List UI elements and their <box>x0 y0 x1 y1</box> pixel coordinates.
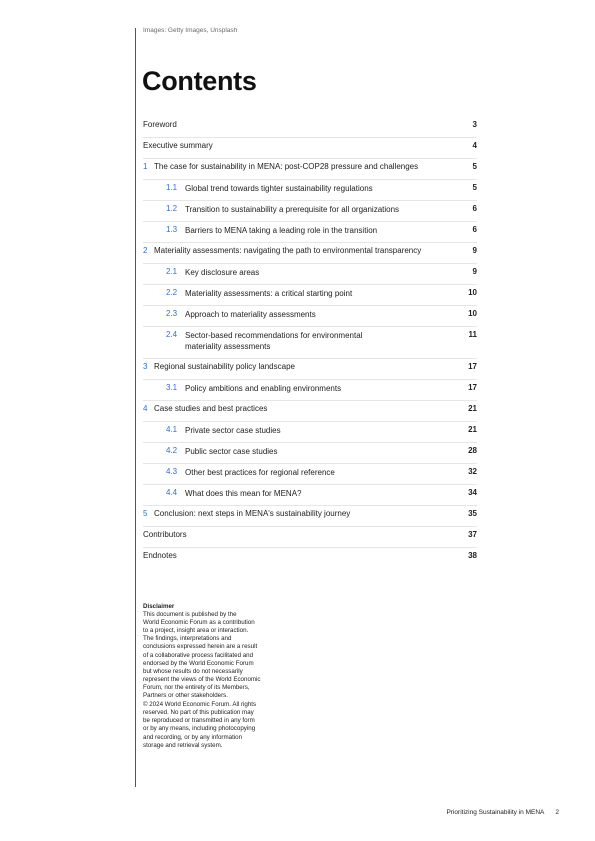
toc-entry-label: Sector-based recommendations for environmental materiality assessments <box>185 331 363 351</box>
toc-entry-number: 2.4 <box>166 330 178 339</box>
toc-entry[interactable] <box>143 284 477 305</box>
toc-entry-page-number: 38 <box>468 551 477 560</box>
toc-entry[interactable] <box>143 221 477 242</box>
toc-entry-label: Materiality assessments: a critical starting point <box>185 289 353 298</box>
toc-entry-number: 1 <box>143 162 148 171</box>
toc-entry-number: 4.3 <box>166 467 178 476</box>
toc-entry-number: 4.4 <box>166 488 178 497</box>
toc-entry-number: 2 <box>143 246 148 255</box>
toc-entry-number: 5 <box>143 509 148 518</box>
copyright-notice: © 2024 World Economic Forum. All rights reserved. No part of this publication may be reproduced or transmitted in any form or by any means, including photocopying and recording, or by any information storage and retrieval system. <box>143 701 257 749</box>
toc-entry[interactable] <box>143 117 477 137</box>
toc-entry-page-number: 17 <box>468 362 477 371</box>
toc-entry-page-number: 21 <box>468 425 477 434</box>
toc-entry-page-number: 35 <box>468 509 477 518</box>
toc-entry-number: 4.2 <box>166 446 178 455</box>
disclaimer-heading: Disclaimer <box>143 603 175 610</box>
toc-entry[interactable] <box>143 326 477 358</box>
toc-entry-label: Other best practices for regional reference <box>185 468 335 477</box>
toc-entry-page-number: 32 <box>468 467 477 476</box>
toc-entry-number: 1.2 <box>166 204 178 213</box>
toc-entry-number: 3.1 <box>166 383 178 392</box>
toc-entry-page-number: 21 <box>468 404 477 413</box>
toc-entry-page-number: 34 <box>468 488 477 497</box>
toc-entry-page-number: 11 <box>468 330 477 339</box>
toc-entry-label: Public sector case studies <box>185 447 278 456</box>
toc-entry-label: Transition to sustainability a prerequisite for all organizations <box>185 205 400 214</box>
toc-entry-page-number: 5 <box>472 162 477 171</box>
toc-entry[interactable] <box>143 379 477 400</box>
page-footer <box>446 809 559 816</box>
page-title: Contents <box>142 66 257 96</box>
toc-entry[interactable] <box>143 179 477 200</box>
toc-entry-page-number: 10 <box>468 309 477 318</box>
toc-entry-label: Global trend towards tighter sustainability regulations <box>185 184 373 193</box>
toc-entry-page-number: 9 <box>472 267 477 276</box>
toc-entry-label: Barriers to MENA taking a leading role in the transition <box>185 226 378 235</box>
image-credit: Images: Getty Images, Unsplash <box>143 27 238 34</box>
toc-entry-label: What does this mean for MENA? <box>185 489 302 498</box>
toc-entry-page-number: 6 <box>472 204 477 213</box>
toc-entry-page-number: 28 <box>468 446 477 455</box>
toc-entry-number: 1.1 <box>166 183 178 192</box>
toc-entry[interactable] <box>143 421 477 442</box>
toc-entry-label: Private sector case studies <box>185 426 281 435</box>
toc-entry-number: 4.1 <box>166 425 178 434</box>
toc-entry[interactable] <box>143 137 477 158</box>
footer-page-number: 2 <box>555 809 559 816</box>
toc-entry[interactable] <box>143 484 477 505</box>
toc-entry[interactable] <box>143 263 477 284</box>
toc-entry-number: 4 <box>143 404 148 413</box>
toc-entry[interactable] <box>143 358 477 379</box>
toc-entry-page-number: 9 <box>472 246 477 255</box>
toc-entry-page-number: 6 <box>472 225 477 234</box>
toc-entry[interactable] <box>143 400 477 421</box>
toc-entry-label: Policy ambitions and enabling environments <box>185 384 342 393</box>
toc-entry[interactable] <box>143 442 477 463</box>
toc-entry-label: Key disclosure areas <box>185 268 260 277</box>
toc-entry-label: Foreword <box>143 120 177 129</box>
toc-entry-label: Case studies and best practices <box>154 404 268 413</box>
toc-entry-label: Approach to materiality assessments <box>185 310 316 319</box>
vertical-rule <box>135 28 136 787</box>
footer-title: Prioritizing Sustainability in MENA <box>446 809 545 816</box>
toc-entry[interactable] <box>143 505 477 526</box>
toc-entry-page-number: 3 <box>472 120 477 129</box>
toc-entry-number: 2.3 <box>166 309 178 318</box>
toc-entry[interactable] <box>143 463 477 484</box>
toc-entry[interactable] <box>143 242 477 263</box>
toc-entry[interactable] <box>143 200 477 221</box>
toc-entry-number: 1.3 <box>166 225 178 234</box>
toc-entry-label: Materiality assessments: navigating the path to environmental transparency <box>154 246 422 255</box>
toc-entry[interactable] <box>143 526 477 547</box>
toc-entry-page-number: 5 <box>472 183 477 192</box>
toc-entry-label: Regional sustainability policy landscape <box>154 362 295 371</box>
toc-entry-label: The case for sustainability in MENA: post-COP28 pressure and challenges <box>154 162 419 171</box>
toc-entry-number: 2.2 <box>166 288 178 297</box>
disclaimer-body: This document is published by the World Economic Forum as a contribution to a project, insight area or interaction. The findings, interpretations and conclusions expressed herein are a result of a collaborative process facilitated and endorsed by the World Economic Forum but whose results do not necessarily represent the views of the World Economic Forum, nor the entirety of its Members, Partners or other stakeholders. <box>143 611 261 700</box>
toc-entry-label: Endnotes <box>143 551 177 560</box>
table-of-contents <box>143 117 477 568</box>
disclaimer <box>143 603 293 750</box>
toc-entry-page-number: 37 <box>468 530 477 539</box>
toc-entry-label: Contributors <box>143 530 187 539</box>
toc-entry-label: Executive summary <box>143 141 213 150</box>
toc-entry[interactable] <box>143 547 477 568</box>
toc-entry-number: 3 <box>143 362 148 371</box>
toc-entry-number: 2.1 <box>166 267 178 276</box>
toc-entry[interactable] <box>143 158 477 179</box>
toc-entry[interactable] <box>143 305 477 326</box>
toc-entry-page-number: 17 <box>468 383 477 392</box>
toc-entry-label: Conclusion: next steps in MENA's sustainability journey <box>154 509 351 518</box>
toc-entry-page-number: 10 <box>468 288 477 297</box>
toc-entry-page-number: 4 <box>472 141 477 150</box>
